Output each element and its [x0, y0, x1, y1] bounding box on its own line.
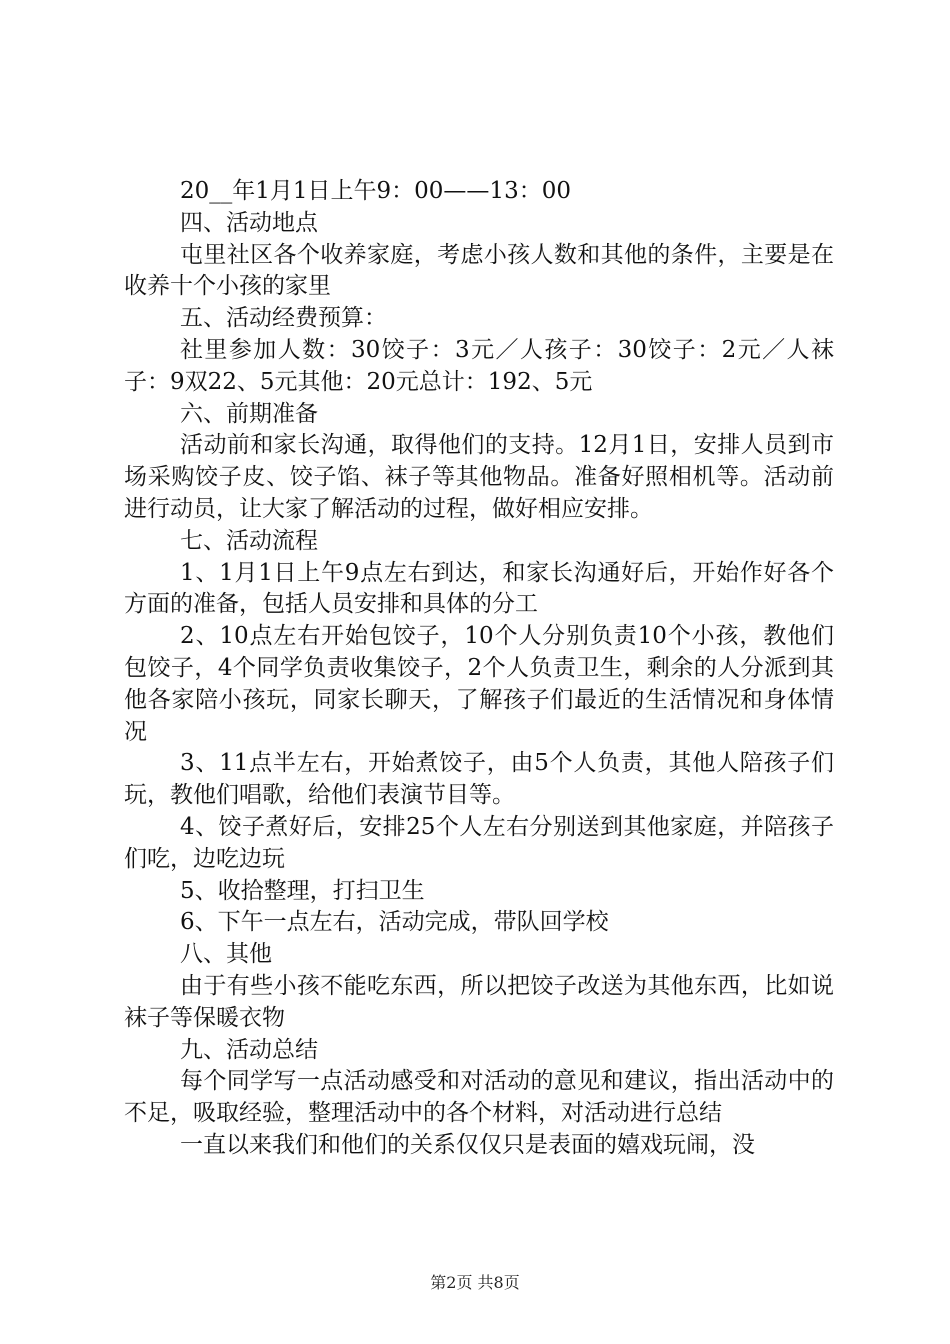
process-step-2: 2、10点左右开始包饺子，10个人分别负责10个小孩，教他们包饺子，4个同学负责收集饺子，2个人负责卫生，剩余的人分派到其他各家陪小孩玩，同家长聊天，了解孩子们最近的生活情况和身体情况: [124, 623, 834, 745]
preparation-paragraph: 活动前和家长沟通，取得他们的支持。12月1日，安排人员到市场采购饺子皮、饺子馅、袜子等其他物品。准备好照相机等。活动前进行动员，让大家了解活动的过程，做好相应安排。: [124, 432, 834, 522]
heading-location: 四、活动地点: [180, 209, 318, 236]
heading-budget: 五、活动经费预算：: [180, 305, 387, 332]
process-step-1: 1、1月1日上午9点左右到达，和家长沟通好后，开始作好各个方面的准备，包括人员安排和具体的分工: [124, 559, 834, 618]
location-paragraph: 屯里社区各个收养家庭，考虑小孩人数和其他的条件，主要是在收养十个小孩的家里: [124, 241, 834, 300]
heading-other: 八、其他: [180, 941, 272, 968]
other-paragraph: 由于有些小孩不能吃东西，所以把饺子改送为其他东西，比如说袜子等保暖衣物: [124, 972, 834, 1031]
process-step-4: 4、饺子煮好后，安排25个人左右分别送到其他家庭，并陪孩子们吃，边吃边玩: [124, 813, 834, 872]
process-step-5: 5、收拾整理，打扫卫生: [180, 877, 425, 904]
process-step-3: 3、11点半左右，开始煮饺子，由5个人负责，其他人陪孩子们玩，教他们唱歌，给他们表演节目等。: [124, 750, 834, 809]
budget-paragraph: 社里参加人数：30饺子：3元／人孩子：30饺子：2元／人袜子：9双22、5元其他：20元总计：192、5元: [124, 336, 834, 395]
time-line: 20__年1月1日上午9：00——13：00: [180, 178, 571, 204]
heading-preparation: 六、前期准备: [180, 400, 318, 427]
page-footer: 第2页 共8页: [430, 1273, 520, 1292]
heading-summary: 九、活动总结: [180, 1036, 318, 1063]
heading-process: 七、活动流程: [180, 527, 318, 554]
document-body: [124, 176, 834, 1162]
summary-paragraph: 每个同学写一点活动感受和对活动的意见和建议，指出活动中的不足，吸取经验，整理活动中的各个材料，对活动进行总结: [124, 1068, 834, 1127]
process-step-6: 6、下午一点左右，活动完成，带队回学校: [180, 909, 609, 936]
closing-paragraph: 一直以来我们和他们的关系仅仅只是表面的嬉戏玩闹，没: [180, 1131, 755, 1158]
